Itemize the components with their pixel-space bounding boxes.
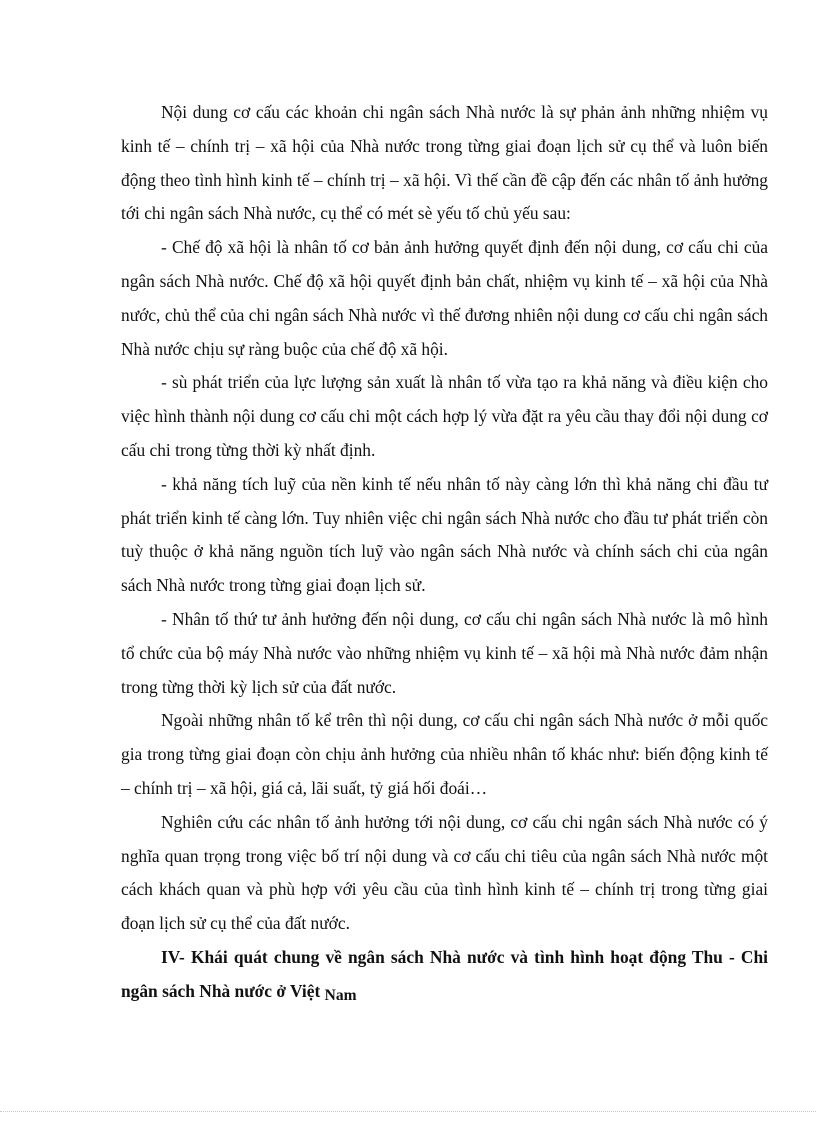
section-heading [121,941,768,1010]
paragraph-significance: Nghiên cứu các nhân tố ảnh hưởng tới nội dung, cơ cấu chi ngân sách Nhà nước có ý nghĩa quan trọng trong việc bố trí nội dung và cơ cấu chi tiêu của ngân sách Nhà nước một cách khách quan và phù hợp với yêu cầu của tình hình kinh tế – chính trị trong từng giai đoạn lịch sử cụ thể của đất nước. [121,811,768,934]
paragraph-accumulation: - khả năng tích luỹ của nền kinh tế nếu nhân tố này càng lớn thì khả năng chi đầu tư phát triển kinh tế càng lớn. Tuy nhiên việc chi ngân sách Nhà nước cho đầu tư phát triển còn tuỳ thuộc ở khả năng nguồn tích luỹ vào ngân sách Nhà nước và chính sách chi của ngân sách Nhà nước trong từng giai đoạn lịch sử. [121,473,768,596]
section-heading-tail: Nam [324,986,357,1004]
paragraph-production-forces: - sù phát triển của lực lượng sản xuất là nhân tố vừa tạo ra khả năng và điều kiện cho việc hình thành nội dung cơ cấu chi một cách hợp lý vừa đặt ra yêu cầu thay đổi nội dung cơ cấu chi trong từng thời kỳ nhất định. [121,372,768,460]
paragraph-intro: Nội dung cơ cấu các khoản chi ngân sách Nhà nước là sự phản ảnh những nhiệm vụ kinh tế – chính trị – xã hội của Nhà nước trong từng giai đoạn lịch sử cụ thể và luôn biến động theo tình hình kinh tế – chính trị – xã hội. Vì thế cần đề cập đến các nhân tố ảnh hưởng tới chi ngân sách Nhà nước, cụ thể có mét sè yếu tố chủ yếu sau: [121,102,768,224]
page-bottom-divider [0,1111,816,1112]
document-body [121,96,768,1010]
paragraph-other-factors: Ngoài những nhân tố kể trên thì nội dung, cơ cấu chi ngân sách Nhà nước ở mỗi quốc gia trong từng giai đoạn còn chịu ảnh hưởng của nhiều nhân tố khác như: biến động kinh tế – chính trị – xã hội, giá cả, lãi suất, tỷ giá hối đoái… [121,710,768,798]
section-heading-main: IV- Khái quát chung về ngân sách Nhà nước và tình hình hoạt động Thu - Chi ngân sách Nhà nước ở Việt [121,946,768,1001]
paragraph-social-regime: - Chế độ xã hội là nhân tố cơ bản ảnh hưởng quyết định đến nội dung, cơ cấu chi của ngân sách Nhà nước. Chế độ xã hội quyết định bản chất, nhiệm vụ kinh tế – xã hội của Nhà nước, chủ thể của chi ngân sách Nhà nước vì thế đương nhiên nội dung cơ cấu chi ngân sách Nhà nước chịu sự ràng buộc của chế độ xã hội. [121,237,768,359]
paragraph-state-apparatus: - Nhân tố thứ tư ảnh hưởng đến nội dung, cơ cấu chi ngân sách Nhà nước là mô hình tổ chức của bộ máy Nhà nước vào những nhiệm vụ kinh tế – xã hội mà Nhà nước đảm nhận trong từng thời kỳ lịch sử của đất nước. [121,608,768,697]
